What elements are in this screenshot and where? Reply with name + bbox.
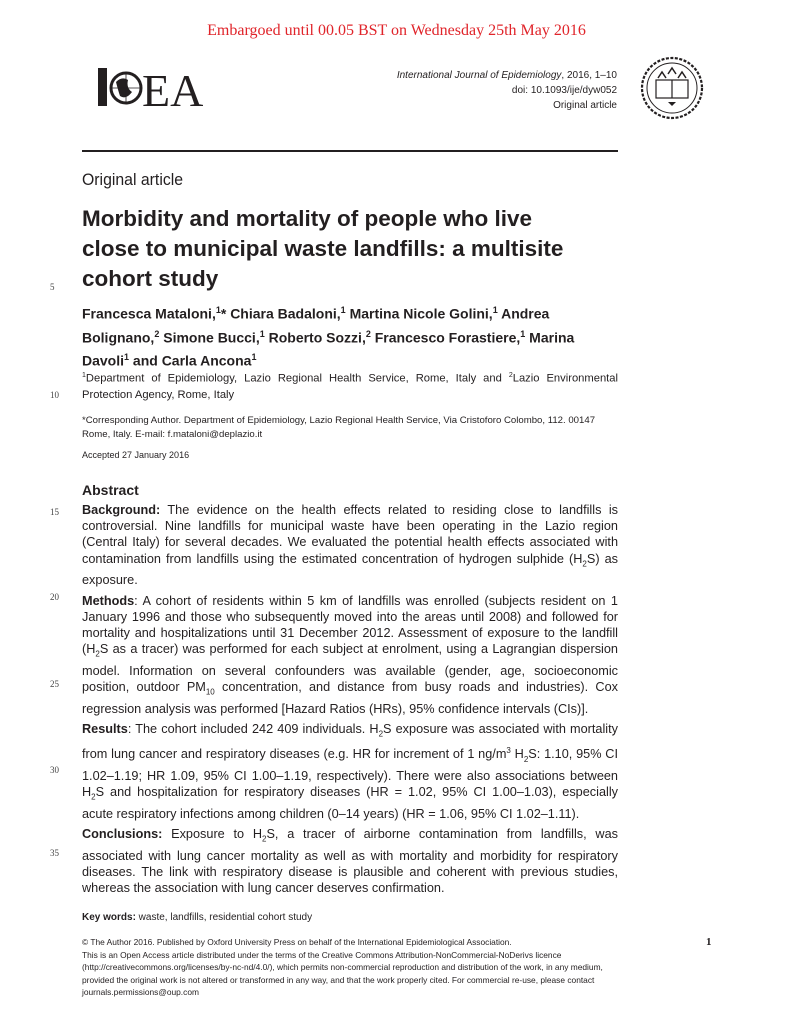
subscript: 2 [262,834,267,844]
title-line: Morbidity and mortality of people who live [82,206,533,231]
doi: doi: 10.1093/ije/dyw052 [511,85,617,96]
abstract-conclusions [82,826,618,896]
article-title [82,204,602,294]
affil-text: Department of Epidemiology, Lazio Regional Health Service, Rome, Italy and [85,372,509,385]
line-number: 15 [50,507,59,517]
author: and Carla Ancona [132,352,252,369]
keywords-label: Key words: [82,912,136,923]
corresponding-author [82,414,618,442]
subscript: 10 [205,687,215,697]
keywords-text: waste, landfills, residential cohort study [135,912,313,923]
author-sup: 2 [365,328,371,339]
line-number: 5 [50,282,55,292]
subscript: 2 [523,754,529,764]
affil-sup: 1 [82,372,86,379]
university-seal-icon [640,56,704,120]
author-sep: * [220,305,231,322]
conclusions-label: Conclusions: [82,826,163,841]
author-sup: 1 [251,352,257,363]
affil-sup: 2 [508,372,513,379]
journal-year-pages: , 2016, 1–10 [561,70,617,81]
subscript: 2 [582,559,587,569]
results-text: H [510,747,524,761]
line-number: 35 [50,848,59,858]
line-number: 10 [50,390,59,400]
affiliations [82,368,618,403]
subscript: 2 [95,649,100,659]
accepted-date: Accepted 27 January 2016 [82,450,190,460]
abstract-body [82,502,618,900]
section-label: Original article [82,170,184,189]
author-sup: 1 [259,328,265,339]
methods-label: Methods [82,593,135,608]
line-number: 30 [50,765,59,775]
iea-logo [96,66,204,108]
superscript: 3 [506,745,511,755]
abstract-background [82,502,618,589]
author: Francesca Mataloni, [82,305,216,322]
methods-text: : A cohort of residents within 5 km of landfills was enrolled (subjects resident on 1 January 1996 and those who subsequently moved into the areas until 2008) and followed for mortality and hospitalizations until 31 December 2012. Assessment of exposure to the landfill (H [82,593,618,657]
copyright-line: © The Author 2016. Published by Oxford University Press on behalf of the International Epidemiological Association. [82,937,512,947]
results-text: S and hospitalization for respiratory diseases (HR = 1.02, 95% CI 1.00–1.03), especially acute respiratory infections among children (0–14 years) (HR = 1.06, 95% CI 1.02–1.11). [82,784,618,821]
author-sup: 1 [520,328,526,339]
article-type: Original article [553,100,617,111]
background-text: The evidence on the health effects related to residing close to landfills is controversial. Nine landfills for municipal waste have been operating in the Lazio region (Central Italy) for several decades. We evaluated the potential health effects associated with contamination from landfills using the estimated concentration of hydrogen sulphide (H [82,503,618,566]
copyright-block [82,936,618,999]
journal-info [397,68,617,113]
globe-icon [96,66,204,110]
affil-text: Lazio Environmental Protection Agency, Rome, Italy [82,372,618,401]
header-rule [82,150,618,152]
author: Marina Davoli [82,329,575,369]
author: Simone Bucci, [163,329,260,346]
author-sup: 1 [340,305,346,315]
line-number: 20 [50,592,59,602]
subscript: 2 [91,792,96,802]
conclusions-text: Exposure to H [162,826,263,841]
author-sup: 1 [215,305,221,315]
title-line: cohort study [82,266,219,291]
abstract-methods [82,593,618,717]
author: Roberto Sozzi, [268,329,366,346]
author: Francesco Forastiere, [374,329,521,346]
background-label: Background: [82,503,161,517]
results-text: S: 1.10, 95% CI 1.02–1.19; HR 1.09, 95% CI 1.00–1.19, respectively). There were also associations between H [82,747,618,799]
page-number: 1 [706,936,712,948]
results-label: Results [82,722,128,737]
title-line: close to municipal waste landfills: a multisite [82,236,564,261]
background-text: S) as exposure. [82,551,618,588]
svg-text:EA: EA [142,66,204,110]
methods-text: S as a tracer) was performed for each subject at enrolment, using a Lagrangian dispersion model. Information on several confounders was available (gender, age, socioeconomic position, outdoor PM [82,642,618,695]
author: Andrea Bolignano, [82,305,550,346]
author: Chiara Badaloni, [230,305,341,322]
abstract-heading: Abstract [82,482,139,498]
subscript: 2 [378,729,384,739]
keywords [82,912,312,923]
line-number: 25 [50,679,59,689]
license-text: This is an Open Access article distributed under the terms of the Creative Commons Attribution-NonCommercial-NoDerivs licence (http://creativecommons.org/licenses/by-nc-nd/4.0/), which permits non-commercial reproduction and distribution of the work, in any medium, provided the original work is not altered or transformed in any way, and that the work properly cited. For commercial re-use, please contact journals.permissions@oup.com [82,949,603,997]
author: Martina Nicole Golini, [349,305,493,322]
journal-name: International Journal of Epidemiology [396,70,562,81]
author-list [82,300,622,371]
author-sup: 2 [154,328,160,339]
embargo-notice: Embargoed until 00.05 BST on Wednesday 25th May 2016 [207,22,586,39]
methods-text: concentration, and distance from busy roads and industries). Cox regression analysis was performed [Hazard Ratios (HRs), 95% confidence intervals (CIs)]. [82,680,618,716]
results-text: : The cohort included 242 409 individuals. H [127,722,379,737]
results-text: S exposure was associated with mortality from lung cancer and respiratory diseases (e.g. HR for increment of 1 ng/m [82,722,618,761]
abstract-results [82,721,618,822]
corresponding-text: *Corresponding Author. Department of Epidemiology, Lazio Regional Health Service, Via Cristoforo Colombo, 112. 00147 Rome, Italy. E-mail: f.mataloni@deplazio.it [82,415,596,440]
author-sup: 1 [124,352,130,363]
author-sup: 1 [492,305,498,315]
conclusions-text: S, a tracer of airborne contamination from landfills, was associated with lung cancer mortality as well as with mortality and morbidity for respiratory diseases. The link with respiratory disease is plausible and coherent with previous studies, whereas the association with lung cancer deserves confirmation. [82,826,618,896]
